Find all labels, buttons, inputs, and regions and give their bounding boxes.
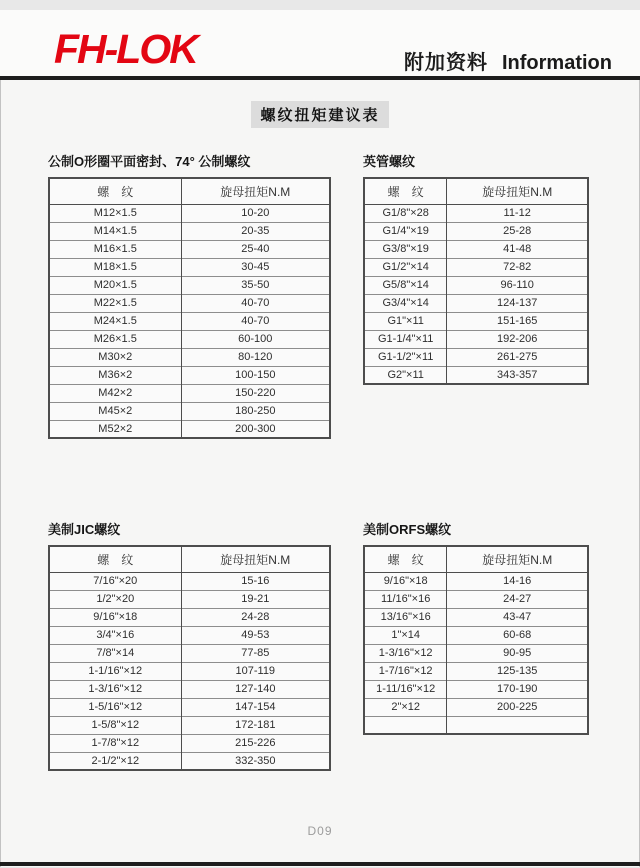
table-row [49,366,330,384]
table-cell: 96-110 [447,276,588,294]
table-cell: G2"×11 [364,366,447,384]
col-header-thread: 螺 纹 [364,178,447,204]
table-row [49,402,330,420]
table-cell: 261-275 [447,348,588,366]
table-cell: 15-16 [181,572,330,590]
page-number: D09 [307,824,333,838]
table-cell: 1-5/16"×12 [49,698,181,716]
table-cell: M24×1.5 [49,312,181,330]
table-row [49,276,330,294]
table-cell: 7/16"×20 [49,572,181,590]
table-cell: 80-120 [181,348,330,366]
table-row [49,572,330,590]
col-header-thread: 螺 纹 [364,546,447,572]
table-block-metric [48,151,331,439]
table-row [49,608,330,626]
table-title-orfs: 美制ORFS螺纹 [363,522,452,537]
table-cell: M42×2 [49,384,181,402]
table-cell: 2"×12 [364,698,447,716]
table-cell: 215-226 [181,734,330,752]
table-cell: 77-85 [181,644,330,662]
table-row [364,572,588,590]
table-cell: M14×1.5 [49,222,181,240]
table-cell: 1-5/8"×12 [49,716,181,734]
table-row [49,258,330,276]
table-cell: 72-82 [447,258,588,276]
torque-table-bsp [363,177,589,385]
col-header-torque: 旋母扭矩N.M [181,546,330,572]
page-header [0,10,640,76]
table-cell: G3/4"×14 [364,294,447,312]
table-cell: 1-1/16"×12 [49,662,181,680]
table-cell: 1-3/16"×12 [364,644,447,662]
table-cell: 200-225 [447,698,588,716]
table-cell: M26×1.5 [49,330,181,348]
table-row [364,698,588,716]
header-section-cn: 附加资料 [404,52,488,74]
table-cell: M16×1.5 [49,240,181,258]
table-row [49,294,330,312]
table-row [49,734,330,752]
table-cell: 13/16"×16 [364,608,447,626]
table-cell: 100-150 [181,366,330,384]
table-row [49,330,330,348]
table-cell: 192-206 [447,330,588,348]
header-section-en: Information [502,52,612,74]
torque-table-metric [48,177,331,439]
table-cell: M30×2 [49,348,181,366]
table-row [364,348,588,366]
table-cell: 30-45 [181,258,330,276]
table-cell: 147-154 [181,698,330,716]
table-cell: M36×2 [49,366,181,384]
table-row [364,590,588,608]
table-row [364,312,588,330]
table-body-bsp [364,204,588,384]
table-cell: G1-1/2"×11 [364,348,447,366]
table-cell: 49-53 [181,626,330,644]
col-header-thread: 螺 纹 [49,178,181,204]
table-row [49,420,330,438]
table-cell: 127-140 [181,680,330,698]
table-title-bsp: 英管螺纹 [363,154,416,169]
table-row [364,626,588,644]
table-cell: 1"×14 [364,626,447,644]
table-cell: 107-119 [181,662,330,680]
table-row [49,752,330,770]
table-row [364,716,588,734]
table-cell: 2-1/2"×12 [49,752,181,770]
bottom-divider [0,862,640,866]
table-cell [364,716,447,734]
table-cell [447,716,588,734]
table-cell: 125-135 [447,662,588,680]
table-cell: 1-3/16"×12 [49,680,181,698]
table-row [364,276,588,294]
table-block-orfs [363,519,589,735]
table-cell: 41-48 [447,240,588,258]
table-body-jic [49,572,330,770]
header-section-title [404,46,612,75]
table-cell: 25-40 [181,240,330,258]
table-row [49,204,330,222]
table-row [49,590,330,608]
table-row [364,662,588,680]
col-header-torque: 旋母扭矩N.M [181,178,330,204]
table-cell: 20-35 [181,222,330,240]
table-row [364,366,588,384]
table-cell: 151-165 [447,312,588,330]
table-cell: 40-70 [181,294,330,312]
table-cell: M20×1.5 [49,276,181,294]
table-cell: G1"×11 [364,312,447,330]
table-cell: 3/4"×16 [49,626,181,644]
table-header-row [49,178,330,204]
table-row [49,626,330,644]
table-row [364,680,588,698]
col-header-torque: 旋母扭矩N.M [447,546,588,572]
table-cell: G1-1/4"×11 [364,330,447,348]
table-block-bsp [363,151,589,385]
table-cell: M18×1.5 [49,258,181,276]
table-row [364,294,588,312]
table-cell: 24-27 [447,590,588,608]
table-row [49,662,330,680]
table-cell: 60-68 [447,626,588,644]
torque-table-orfs [363,545,589,735]
table-body-metric [49,204,330,438]
table-cell: G5/8"×14 [364,276,447,294]
table-cell: 124-137 [447,294,588,312]
torque-table-jic [48,545,331,771]
table-cell: M22×1.5 [49,294,181,312]
table-title-jic: 美制JIC螺纹 [48,522,121,537]
table-cell: 24-28 [181,608,330,626]
table-cell: 14-16 [447,572,588,590]
table-row [364,204,588,222]
col-header-thread: 螺 纹 [49,546,181,572]
table-row [364,330,588,348]
table-cell: G3/8"×19 [364,240,447,258]
table-row [49,680,330,698]
table-cell: 200-300 [181,420,330,438]
table-cell: 1-11/16"×12 [364,680,447,698]
table-cell: 332-350 [181,752,330,770]
table-cell: 60-100 [181,330,330,348]
table-row [49,716,330,734]
table-header-row [364,178,588,204]
table-header-row [49,546,330,572]
table-cell: 7/8"×14 [49,644,181,662]
table-body-orfs [364,572,588,734]
table-cell: 1-7/16"×12 [364,662,447,680]
table-row [49,222,330,240]
table-cell: G1/4"×19 [364,222,447,240]
table-row [49,698,330,716]
table-cell: 180-250 [181,402,330,420]
table-cell: 90-95 [447,644,588,662]
table-title-metric: 公制O形圈平面密封、74° 公制螺纹 [48,154,251,169]
table-row [49,644,330,662]
table-cell: M12×1.5 [49,204,181,222]
table-cell: G1/2"×14 [364,258,447,276]
table-cell: 9/16"×18 [49,608,181,626]
table-block-jic [48,519,331,771]
table-cell: G1/8"×28 [364,204,447,222]
table-row [49,384,330,402]
table-cell: 9/16"×18 [364,572,447,590]
table-cell: 43-47 [447,608,588,626]
table-row [49,348,330,366]
header-divider [0,76,640,80]
table-cell: 1/2"×20 [49,590,181,608]
table-row [364,608,588,626]
table-row [364,258,588,276]
table-row [49,240,330,258]
table-cell: 40-70 [181,312,330,330]
table-header-row [364,546,588,572]
table-row [364,222,588,240]
table-cell: 19-21 [181,590,330,608]
table-cell: 1-7/8"×12 [49,734,181,752]
brand-logo: FH-LOK [54,26,197,72]
table-cell: 11/16"×16 [364,590,447,608]
table-cell: 35-50 [181,276,330,294]
table-cell: 170-190 [447,680,588,698]
table-cell: 11-12 [447,204,588,222]
table-row [364,644,588,662]
table-cell: 10-20 [181,204,330,222]
col-header-torque: 旋母扭矩N.M [447,178,588,204]
table-cell: M45×2 [49,402,181,420]
page-title-container [0,101,640,128]
table-cell: 25-28 [447,222,588,240]
table-cell: M52×2 [49,420,181,438]
table-cell: 150-220 [181,384,330,402]
table-row [49,312,330,330]
table-cell: 172-181 [181,716,330,734]
page-title: 螺纹扭矩建议表 [251,101,388,128]
table-cell: 343-357 [447,366,588,384]
table-row [364,240,588,258]
